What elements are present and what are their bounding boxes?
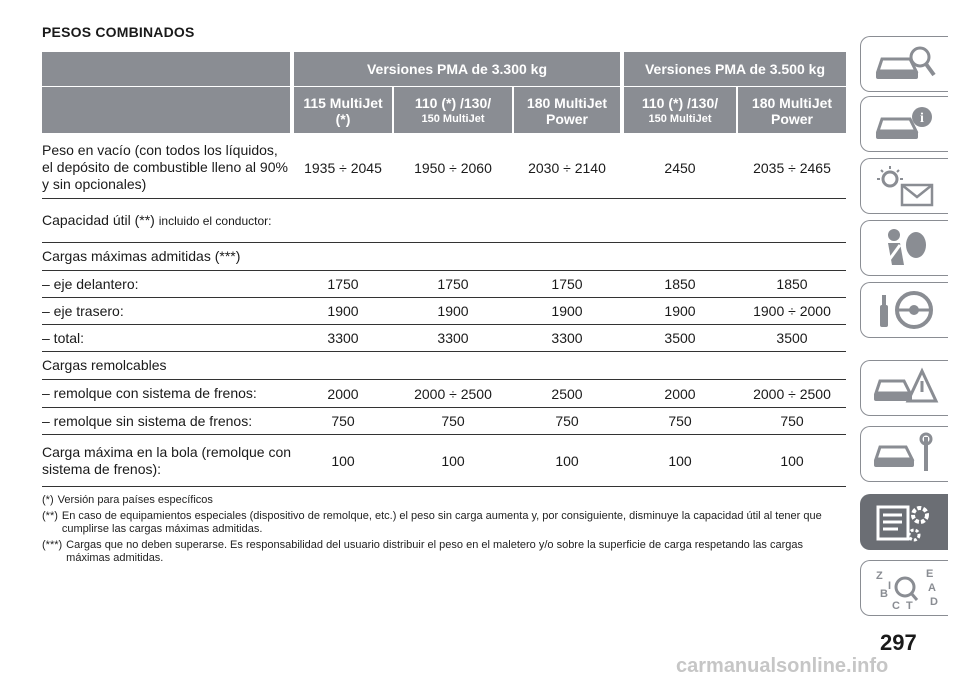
table-cell: 3300 (437, 330, 469, 346)
table-cell: 2000 (327, 385, 359, 402)
table-cell: 3300 (327, 330, 359, 346)
table-row (42, 435, 846, 487)
chapter-tab-3[interactable] (860, 158, 948, 214)
alphabetical-index-icon (870, 565, 940, 611)
column-header-line2: 150 MultiJet (648, 113, 712, 125)
table-cell: 1850 (776, 276, 808, 292)
table-cell: 1900 (327, 303, 359, 319)
table-cell: 100 (668, 452, 692, 469)
specs-list-gear-icon (870, 499, 940, 545)
table-cell: 100 (331, 452, 355, 469)
index-letter: A (927, 582, 936, 594)
key-steering-wheel-icon (870, 287, 940, 333)
row-label: – remolque con sistema de frenos: (42, 385, 257, 401)
watermark: carmanualsonline.info (676, 655, 889, 677)
column-header-180-power-b (738, 87, 846, 133)
index-letter: Z (875, 570, 883, 582)
column-header-180-power-a (514, 87, 620, 133)
footnote (42, 510, 842, 536)
car-search-icon (870, 41, 940, 87)
table-cell: 100 (441, 452, 465, 469)
column-header-line1: 110 (*) /130/ (641, 95, 719, 111)
car-info-icon (870, 101, 940, 147)
row-label: – eje delantero: (42, 275, 139, 292)
table-cell: 100 (780, 452, 804, 469)
table-row (42, 352, 846, 380)
table-cell: 1900 ÷ 2000 (753, 303, 831, 319)
warning-light-message-icon (870, 163, 940, 209)
table-cell: 3300 (551, 330, 583, 346)
row-label-note: incluido el conductor: (158, 213, 272, 228)
column-header-110-130-150-b (624, 87, 736, 133)
airbag-seat-icon (870, 225, 940, 271)
table-cell: 2450 (664, 159, 696, 176)
svg-text:i: i (919, 111, 924, 126)
row-label: – total: (42, 329, 85, 346)
table-row (42, 408, 846, 435)
chapter-tab-1[interactable] (860, 36, 948, 92)
chapter-tab-6[interactable] (860, 360, 948, 416)
table-cell: 1900 (437, 303, 469, 319)
table-cell: 1750 (327, 276, 359, 292)
footnote (42, 494, 842, 507)
footnote-text: Versión para países específicos (57, 494, 213, 506)
header-group-3300: Versiones PMA de 3.300 kg (294, 52, 620, 86)
table-cell: 2000 ÷ 2500 (753, 385, 831, 402)
footnotes (42, 494, 842, 568)
table-cell: 3500 (776, 330, 808, 346)
table-cell: 1900 (551, 303, 583, 319)
table-cell: 2500 (551, 385, 583, 402)
page-number: 297 (880, 630, 917, 655)
column-header-line1: 110 (*) /130/ (414, 95, 492, 111)
table-cell: 750 (441, 413, 465, 429)
row-label: – remolque sin sistema de frenos: (42, 412, 253, 429)
column-header-line1: 115 MultiJet (303, 95, 383, 111)
table-cell: 1750 (551, 276, 583, 292)
row-label: Cargas remolcables (42, 357, 167, 373)
index-letter: D (929, 596, 938, 608)
chapter-tab-index[interactable] (860, 560, 948, 616)
table-cell: 2000 ÷ 2500 (414, 385, 492, 402)
footnote-text: En caso de equipamientos especiales (dispositivo de remolque, etc.) el peso sin carga aumenta y, por consiguiente, disminuye la capacidad útil al tener que cumplirse las cargas máximas admitidas. (61, 510, 822, 535)
table-cell: 100 (555, 452, 579, 469)
table-cell: 2030 ÷ 2140 (528, 159, 606, 176)
chapter-tab-2[interactable] (860, 96, 948, 152)
table-cell: 750 (780, 413, 804, 429)
table-cell: 3500 (664, 330, 696, 346)
chapter-tab-8-active[interactable] (860, 494, 948, 550)
table-cell: 1850 (664, 276, 696, 292)
car-breakdown-warning-icon (870, 365, 940, 411)
table-cell: 750 (555, 413, 579, 429)
table-row (42, 298, 846, 325)
column-header-110-130-150-a (394, 87, 512, 133)
car-wrench-icon (870, 431, 940, 477)
footnote-key: (**) (42, 510, 58, 522)
column-header-line1: 180 MultiJet (526, 95, 608, 111)
footnote-key: (*) (42, 494, 54, 506)
table-cell: 750 (331, 413, 355, 429)
table-row (42, 199, 846, 243)
table-row (42, 325, 846, 352)
header-group-3500: Versiones PMA de 3.500 kg (624, 52, 846, 86)
table-row (42, 271, 846, 298)
column-header-115-multijet (294, 87, 392, 133)
table-cell: 750 (668, 413, 692, 429)
weights-table-body (42, 137, 846, 487)
footnote-text: Cargas que no deben superarse. Es responsabilidad del usuario distribuir el peso en el maletero y/o sobre la superficie de carga respetando las cargas máximas admitidas. (66, 539, 803, 564)
footnote-key: (***) (42, 539, 63, 551)
table-header-corner (42, 52, 290, 86)
table-row (42, 380, 846, 408)
column-header-line1: 180 MultiJet (751, 95, 833, 111)
column-header-line2: Power (770, 111, 813, 127)
row-label (42, 212, 292, 230)
column-header-line2: Power (545, 111, 588, 127)
footnote (42, 539, 842, 565)
page-title: PESOS COMBINADOS (42, 24, 195, 40)
row-label-main: Capacidad útil (**) (42, 211, 155, 228)
row-label: – eje trasero: (42, 302, 124, 319)
table-cell: 2000 (664, 385, 696, 402)
table-cell: 1750 (437, 276, 469, 292)
index-letter: T (905, 600, 913, 611)
chapter-tab-5[interactable] (860, 282, 948, 338)
row-label: Carga máxima en la bola (remolque con sistema de frenos): (42, 443, 292, 477)
chapter-tab-7[interactable] (860, 426, 948, 482)
index-letter: E (925, 568, 933, 580)
table-subheader-corner (42, 87, 290, 133)
row-label: Peso en vacío (con todos los líquidos, el depósito de combustible lleno al 90% y sin opcionales) (42, 142, 288, 192)
table-cell: 1900 (664, 303, 696, 319)
column-header-line2: (*) (335, 111, 351, 127)
index-letter: B (879, 588, 888, 600)
table-row (42, 243, 846, 271)
table-cell: 2035 ÷ 2465 (753, 159, 831, 176)
table-row (42, 137, 846, 199)
chapter-tab-4[interactable] (860, 220, 948, 276)
row-label: Cargas máximas admitidas (***) (42, 248, 241, 264)
index-letter: I (887, 580, 891, 592)
table-cell: 1950 ÷ 2060 (414, 159, 492, 176)
table-cell: 1935 ÷ 2045 (304, 159, 382, 176)
column-header-line2: 150 MultiJet (421, 113, 485, 125)
index-letter: C (891, 600, 900, 611)
